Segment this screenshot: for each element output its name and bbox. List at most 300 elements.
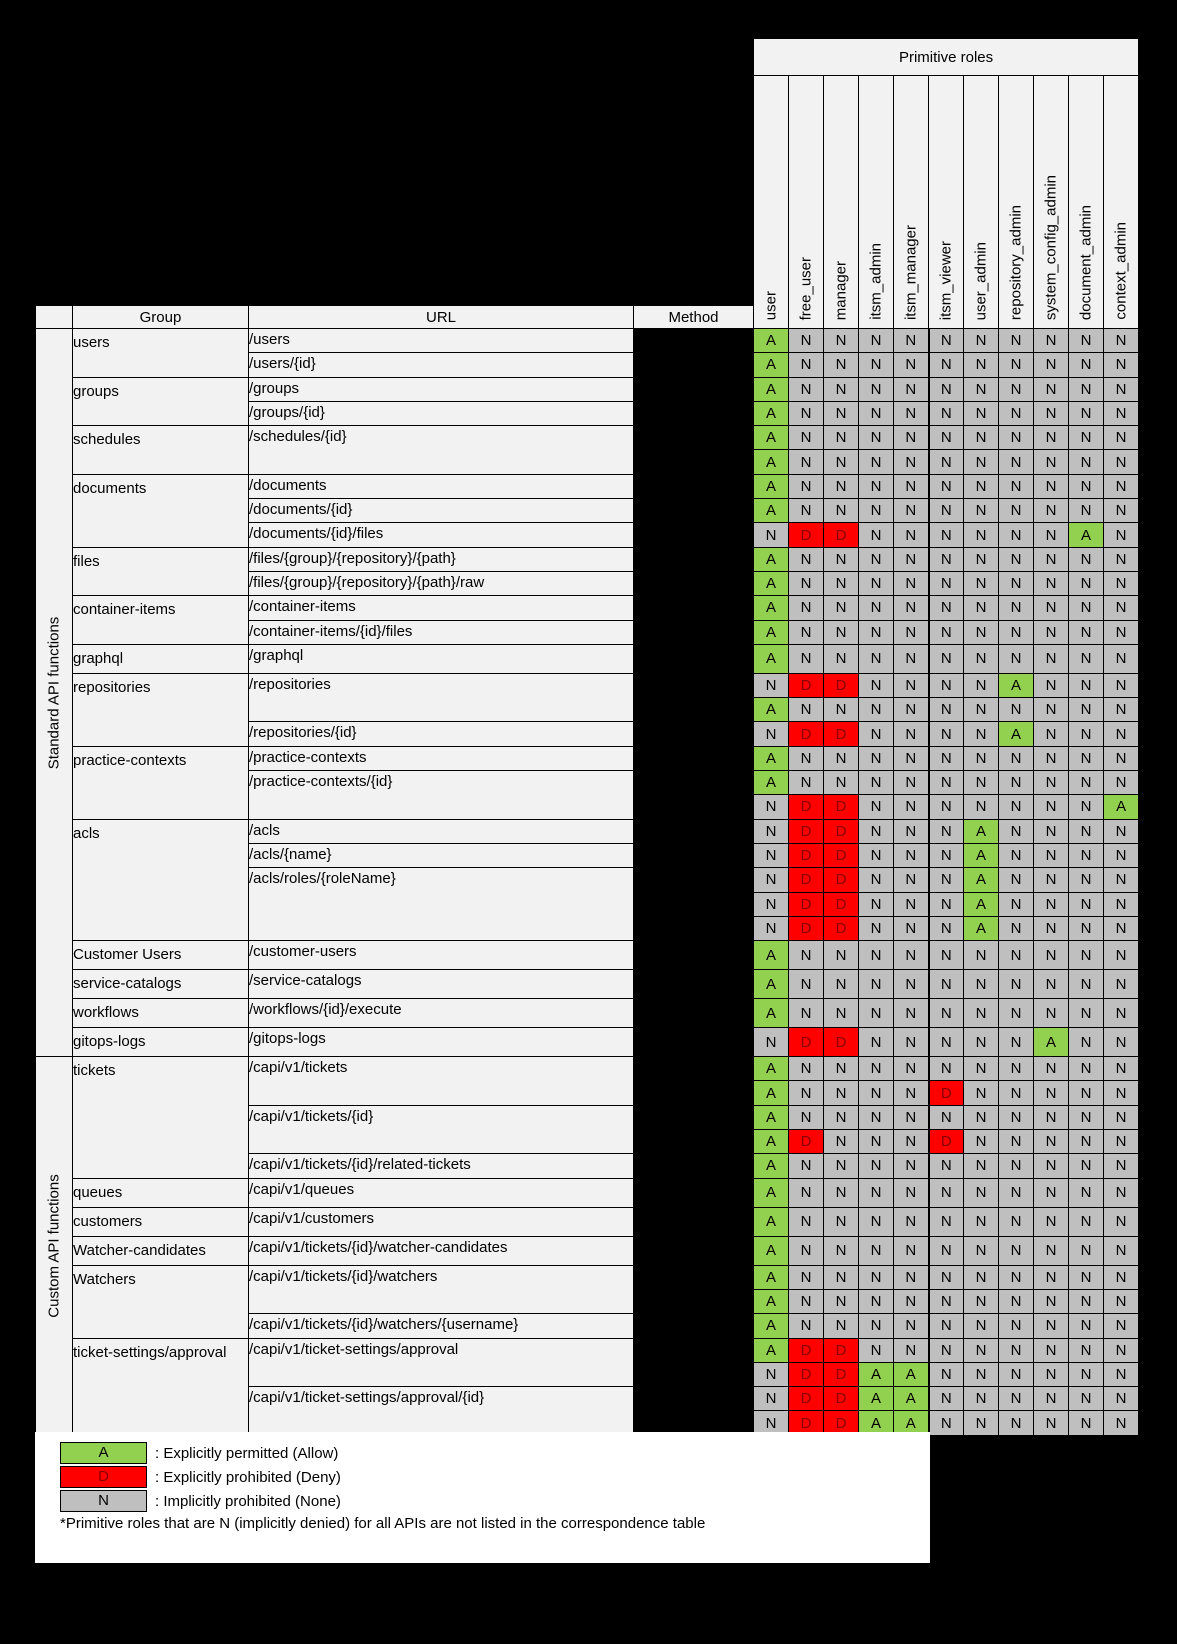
url-cell: /capi/v1/tickets/{id}/watcher-candidates bbox=[249, 1236, 634, 1265]
method-cell bbox=[634, 499, 754, 523]
perm-cell-n: N bbox=[964, 1314, 999, 1338]
url-cell: /acls/roles/{roleName} bbox=[249, 868, 634, 941]
perm-cell-n: N bbox=[964, 746, 999, 770]
perm-cell-n: N bbox=[754, 523, 789, 547]
perm-cell-n: N bbox=[824, 353, 859, 377]
perm-cell-n: N bbox=[1069, 426, 1104, 450]
perm-cell-n: N bbox=[789, 1105, 824, 1129]
perm-cell-n: N bbox=[859, 1057, 894, 1081]
perm-cell-n: N bbox=[964, 571, 999, 595]
perm-cell-n: N bbox=[789, 1057, 824, 1081]
perm-cell-n: N bbox=[859, 795, 894, 819]
perm-cell-n: N bbox=[859, 596, 894, 620]
group-cell: queues bbox=[73, 1178, 249, 1207]
method-cell bbox=[634, 1265, 754, 1289]
perm-cell-d: D bbox=[824, 722, 859, 746]
perm-cell-a: A bbox=[754, 746, 789, 770]
perm-cell-n: N bbox=[999, 1387, 1034, 1411]
perm-cell-n: N bbox=[824, 644, 859, 673]
perm-cell-n: N bbox=[789, 1289, 824, 1313]
perm-cell-n: N bbox=[754, 795, 789, 819]
perm-cell-n: N bbox=[859, 1265, 894, 1289]
perm-cell-n: N bbox=[1104, 722, 1139, 746]
perm-cell-n: N bbox=[964, 644, 999, 673]
section-label bbox=[36, 1057, 73, 1436]
perm-cell-n: N bbox=[1104, 941, 1139, 970]
perm-cell-n: N bbox=[1104, 1265, 1139, 1289]
perm-cell-d: D bbox=[789, 1130, 824, 1154]
perm-cell-n: N bbox=[964, 620, 999, 644]
perm-cell-n: N bbox=[929, 1362, 964, 1386]
perm-cell-a: A bbox=[754, 941, 789, 970]
perm-cell-n: N bbox=[824, 1154, 859, 1178]
perm-cell-n: N bbox=[929, 426, 964, 450]
method-cell bbox=[634, 1105, 754, 1129]
url-cell: /capi/v1/tickets/{id}/watchers bbox=[249, 1265, 634, 1314]
perm-cell-n: N bbox=[999, 329, 1034, 353]
perm-cell-n: N bbox=[1069, 1387, 1104, 1411]
perm-cell-n: N bbox=[859, 1154, 894, 1178]
perm-cell-n: N bbox=[1034, 673, 1069, 697]
perm-cell-n: N bbox=[1069, 450, 1104, 474]
group-cell: gitops-logs bbox=[73, 1028, 249, 1057]
perm-cell-n: N bbox=[1069, 970, 1104, 999]
perm-cell-d: D bbox=[824, 1387, 859, 1411]
perm-cell-a: A bbox=[1069, 523, 1104, 547]
perm-cell-n: N bbox=[859, 1236, 894, 1265]
method-cell bbox=[634, 644, 754, 673]
perm-cell-a: A bbox=[964, 916, 999, 940]
perm-cell-n: N bbox=[999, 698, 1034, 722]
perm-cell-n: N bbox=[1034, 1289, 1069, 1313]
perm-cell-n: N bbox=[894, 1130, 929, 1154]
perm-cell-n: N bbox=[1069, 1289, 1104, 1313]
perm-cell-n: N bbox=[1069, 1207, 1104, 1236]
perm-cell-n: N bbox=[1104, 1207, 1139, 1236]
perm-cell-n: N bbox=[999, 843, 1034, 867]
method-cell bbox=[634, 1362, 754, 1386]
perm-cell-a: A bbox=[754, 698, 789, 722]
perm-cell-n: N bbox=[1034, 999, 1069, 1028]
perm-cell-n: N bbox=[894, 426, 929, 450]
group-column-header: Group bbox=[73, 306, 249, 329]
perm-cell-n: N bbox=[789, 1265, 824, 1289]
perm-cell-n: N bbox=[1034, 450, 1069, 474]
perm-cell-n: N bbox=[789, 941, 824, 970]
perm-cell-n: N bbox=[894, 1236, 929, 1265]
perm-cell-n: N bbox=[1104, 916, 1139, 940]
legend-item-deny bbox=[60, 1465, 930, 1489]
perm-cell-n: N bbox=[1104, 673, 1139, 697]
perm-cell-n: N bbox=[1104, 843, 1139, 867]
perm-cell-n: N bbox=[859, 1081, 894, 1105]
perm-cell-n: N bbox=[894, 644, 929, 673]
perm-cell-d: D bbox=[824, 795, 859, 819]
method-cell bbox=[634, 970, 754, 999]
perm-cell-n: N bbox=[964, 1236, 999, 1265]
method-cell bbox=[634, 596, 754, 620]
perm-cell-n: N bbox=[1069, 941, 1104, 970]
permission-matrix-table bbox=[35, 38, 1139, 1436]
perm-cell-d: D bbox=[789, 843, 824, 867]
perm-cell-n: N bbox=[894, 474, 929, 498]
perm-cell-n: N bbox=[859, 916, 894, 940]
perm-cell-n: N bbox=[929, 523, 964, 547]
perm-cell-a: A bbox=[754, 970, 789, 999]
perm-cell-n: N bbox=[1034, 1265, 1069, 1289]
perm-cell-n: N bbox=[929, 1028, 964, 1057]
matrix-row bbox=[36, 1028, 1139, 1057]
group-cell: schedules bbox=[73, 426, 249, 475]
perm-cell-n: N bbox=[1069, 892, 1104, 916]
method-cell bbox=[634, 377, 754, 401]
perm-cell-n: N bbox=[894, 746, 929, 770]
method-cell bbox=[634, 426, 754, 450]
role-header-system_config_admin bbox=[1034, 76, 1069, 329]
perm-cell-n: N bbox=[789, 377, 824, 401]
perm-cell-n: N bbox=[964, 970, 999, 999]
perm-cell-n: N bbox=[789, 547, 824, 571]
perm-cell-n: N bbox=[929, 771, 964, 795]
matrix-row bbox=[36, 1265, 1139, 1289]
legend-label-none: : Implicitly prohibited (None) bbox=[155, 1492, 341, 1510]
perm-cell-n: N bbox=[929, 698, 964, 722]
perm-cell-n: N bbox=[1069, 1314, 1104, 1338]
group-cell: groups bbox=[73, 377, 249, 426]
url-cell: /documents/{id}/files bbox=[249, 523, 634, 547]
perm-cell-n: N bbox=[1069, 644, 1104, 673]
perm-cell-n: N bbox=[929, 547, 964, 571]
perm-cell-n: N bbox=[1069, 722, 1104, 746]
perm-cell-n: N bbox=[824, 1289, 859, 1313]
group-cell: practice-contexts bbox=[73, 746, 249, 819]
method-cell bbox=[634, 1207, 754, 1236]
perm-cell-n: N bbox=[1104, 329, 1139, 353]
perm-cell-n: N bbox=[789, 474, 824, 498]
perm-cell-n: N bbox=[754, 673, 789, 697]
matrix-row bbox=[36, 377, 1139, 401]
perm-cell-d: D bbox=[824, 1411, 859, 1435]
perm-cell-n: N bbox=[1104, 698, 1139, 722]
perm-cell-n: N bbox=[1069, 698, 1104, 722]
perm-cell-a: A bbox=[859, 1411, 894, 1435]
perm-cell-n: N bbox=[824, 1057, 859, 1081]
perm-cell-n: N bbox=[824, 329, 859, 353]
perm-cell-n: N bbox=[894, 970, 929, 999]
perm-cell-a: A bbox=[754, 1265, 789, 1289]
perm-cell-a: A bbox=[754, 1338, 789, 1362]
perm-cell-n: N bbox=[1069, 401, 1104, 425]
perm-cell-n: N bbox=[789, 698, 824, 722]
perm-cell-a: A bbox=[754, 571, 789, 595]
perm-cell-n: N bbox=[964, 499, 999, 523]
perm-cell-a: A bbox=[754, 1236, 789, 1265]
perm-cell-a: A bbox=[754, 474, 789, 498]
perm-cell-n: N bbox=[859, 620, 894, 644]
perm-cell-n: N bbox=[1104, 401, 1139, 425]
perm-cell-n: N bbox=[859, 426, 894, 450]
perm-cell-n: N bbox=[999, 999, 1034, 1028]
matrix-row bbox=[36, 329, 1139, 353]
perm-cell-n: N bbox=[894, 795, 929, 819]
legend-note: *Primitive roles that are N (implicitly denied) for all APIs are not listed in the correspondence table bbox=[60, 1515, 706, 1532]
perm-cell-n: N bbox=[999, 401, 1034, 425]
top-left-spacer bbox=[36, 39, 754, 76]
url-cell: /repositories/{id} bbox=[249, 722, 634, 746]
url-cell: /schedules/{id} bbox=[249, 426, 634, 475]
perm-cell-n: N bbox=[859, 673, 894, 697]
matrix-row bbox=[36, 1338, 1139, 1362]
perm-cell-n: N bbox=[999, 1130, 1034, 1154]
perm-cell-n: N bbox=[964, 353, 999, 377]
perm-cell-n: N bbox=[999, 1081, 1034, 1105]
method-cell bbox=[634, 474, 754, 498]
role-header-label: itsm_manager bbox=[902, 224, 920, 320]
perm-cell-n: N bbox=[999, 377, 1034, 401]
perm-cell-d: D bbox=[789, 673, 824, 697]
matrix-row bbox=[36, 819, 1139, 843]
perm-cell-n: N bbox=[1069, 673, 1104, 697]
perm-cell-n: N bbox=[929, 1154, 964, 1178]
perm-cell-n: N bbox=[1034, 1154, 1069, 1178]
perm-cell-n: N bbox=[789, 1178, 824, 1207]
perm-cell-n: N bbox=[894, 353, 929, 377]
perm-cell-n: N bbox=[859, 746, 894, 770]
perm-cell-d: D bbox=[789, 523, 824, 547]
perm-cell-n: N bbox=[789, 401, 824, 425]
perm-cell-a: A bbox=[964, 892, 999, 916]
perm-cell-a: A bbox=[1104, 795, 1139, 819]
perm-cell-n: N bbox=[824, 401, 859, 425]
perm-cell-a: A bbox=[754, 353, 789, 377]
perm-cell-n: N bbox=[999, 1028, 1034, 1057]
method-cell bbox=[634, 353, 754, 377]
url-cell: /capi/v1/tickets/{id} bbox=[249, 1105, 634, 1154]
perm-cell-n: N bbox=[964, 1411, 999, 1435]
perm-cell-a: A bbox=[964, 819, 999, 843]
perm-cell-n: N bbox=[999, 1057, 1034, 1081]
perm-cell-n: N bbox=[999, 771, 1034, 795]
perm-cell-n: N bbox=[859, 474, 894, 498]
perm-cell-a: A bbox=[754, 401, 789, 425]
url-cell: /users bbox=[249, 329, 634, 353]
perm-cell-n: N bbox=[929, 377, 964, 401]
legend-item-none bbox=[60, 1489, 930, 1513]
role-header-repository_admin bbox=[999, 76, 1034, 329]
group-cell: Watchers bbox=[73, 1265, 249, 1338]
perm-cell-n: N bbox=[859, 868, 894, 892]
group-cell: users bbox=[73, 329, 249, 378]
perm-cell-n: N bbox=[859, 1289, 894, 1313]
perm-cell-n: N bbox=[894, 547, 929, 571]
url-cell: /practice-contexts bbox=[249, 746, 634, 770]
perm-cell-n: N bbox=[1104, 1411, 1139, 1435]
perm-cell-n: N bbox=[1034, 1057, 1069, 1081]
method-cell bbox=[634, 523, 754, 547]
perm-cell-n: N bbox=[1104, 547, 1139, 571]
group-cell: tickets bbox=[73, 1057, 249, 1178]
perm-cell-n: N bbox=[999, 353, 1034, 377]
perm-cell-n: N bbox=[789, 1314, 824, 1338]
perm-cell-n: N bbox=[964, 401, 999, 425]
perm-cell-n: N bbox=[964, 1105, 999, 1129]
perm-cell-n: N bbox=[964, 1178, 999, 1207]
role-header-document_admin bbox=[1069, 76, 1104, 329]
perm-cell-n: N bbox=[789, 1236, 824, 1265]
perm-cell-n: N bbox=[964, 1362, 999, 1386]
perm-cell-n: N bbox=[1069, 1338, 1104, 1362]
perm-cell-n: N bbox=[999, 819, 1034, 843]
perm-cell-n: N bbox=[754, 916, 789, 940]
perm-cell-n: N bbox=[789, 426, 824, 450]
perm-cell-n: N bbox=[1104, 868, 1139, 892]
perm-cell-n: N bbox=[1034, 596, 1069, 620]
url-cell: /groups bbox=[249, 377, 634, 401]
perm-cell-n: N bbox=[894, 722, 929, 746]
role-header-free_user bbox=[789, 76, 824, 329]
perm-cell-a: A bbox=[754, 999, 789, 1028]
perm-cell-n: N bbox=[824, 1105, 859, 1129]
perm-cell-n: N bbox=[1104, 999, 1139, 1028]
perm-cell-n: N bbox=[1034, 620, 1069, 644]
perm-cell-n: N bbox=[999, 474, 1034, 498]
perm-cell-n: N bbox=[859, 1207, 894, 1236]
perm-cell-n: N bbox=[789, 1154, 824, 1178]
method-cell bbox=[634, 722, 754, 746]
perm-cell-n: N bbox=[859, 771, 894, 795]
url-cell: /repositories bbox=[249, 673, 634, 722]
perm-cell-n: N bbox=[999, 1338, 1034, 1362]
perm-cell-a: A bbox=[964, 868, 999, 892]
perm-cell-n: N bbox=[894, 892, 929, 916]
perm-cell-n: N bbox=[1034, 1130, 1069, 1154]
perm-cell-n: N bbox=[999, 644, 1034, 673]
method-cell bbox=[634, 450, 754, 474]
perm-cell-n: N bbox=[859, 377, 894, 401]
perm-cell-n: N bbox=[1069, 999, 1104, 1028]
perm-cell-n: N bbox=[964, 795, 999, 819]
legend-label-deny: : Explicitly prohibited (Deny) bbox=[155, 1468, 341, 1486]
method-cell bbox=[634, 571, 754, 595]
perm-cell-n: N bbox=[1069, 596, 1104, 620]
perm-cell-n: N bbox=[1034, 474, 1069, 498]
perm-cell-n: N bbox=[1104, 1028, 1139, 1057]
section-label-text: Standard API functions bbox=[45, 616, 63, 769]
url-cell: /gitops-logs bbox=[249, 1028, 634, 1057]
perm-cell-n: N bbox=[1034, 722, 1069, 746]
perm-cell-n: N bbox=[1069, 1105, 1104, 1129]
perm-cell-n: N bbox=[1069, 353, 1104, 377]
perm-cell-n: N bbox=[1104, 596, 1139, 620]
perm-cell-n: N bbox=[1034, 329, 1069, 353]
url-cell: /capi/v1/queues bbox=[249, 1178, 634, 1207]
perm-cell-n: N bbox=[929, 819, 964, 843]
url-cell: /customer-users bbox=[249, 941, 634, 970]
perm-cell-n: N bbox=[894, 620, 929, 644]
section-label bbox=[36, 329, 73, 1057]
perm-cell-n: N bbox=[824, 474, 859, 498]
role-header-context_admin bbox=[1104, 76, 1139, 329]
perm-cell-a: A bbox=[859, 1362, 894, 1386]
perm-cell-n: N bbox=[824, 698, 859, 722]
perm-cell-n: N bbox=[929, 1289, 964, 1313]
legend-swatch-none: N bbox=[60, 1490, 147, 1512]
role-header-label: user_admin bbox=[972, 241, 990, 320]
perm-cell-n: N bbox=[859, 1130, 894, 1154]
url-cell: /documents bbox=[249, 474, 634, 498]
perm-cell-n: N bbox=[929, 401, 964, 425]
perm-cell-n: N bbox=[1034, 698, 1069, 722]
perm-cell-a: A bbox=[894, 1362, 929, 1386]
perm-cell-n: N bbox=[824, 1236, 859, 1265]
url-cell: /graphql bbox=[249, 644, 634, 673]
perm-cell-n: N bbox=[929, 571, 964, 595]
perm-cell-n: N bbox=[1034, 916, 1069, 940]
perm-cell-a: A bbox=[894, 1411, 929, 1435]
perm-cell-n: N bbox=[859, 1105, 894, 1129]
perm-cell-n: N bbox=[999, 1105, 1034, 1129]
perm-cell-a: A bbox=[754, 426, 789, 450]
perm-cell-n: N bbox=[894, 329, 929, 353]
method-cell bbox=[634, 620, 754, 644]
perm-cell-n: N bbox=[1034, 401, 1069, 425]
perm-cell-n: N bbox=[894, 596, 929, 620]
method-cell bbox=[634, 795, 754, 819]
perm-cell-n: N bbox=[1069, 1411, 1104, 1435]
group-cell: ticket-settings/approval bbox=[73, 1338, 249, 1435]
url-cell: /capi/v1/tickets/{id}/related-tickets bbox=[249, 1154, 634, 1178]
perm-cell-n: N bbox=[754, 1362, 789, 1386]
role-header-itsm_viewer bbox=[929, 76, 964, 329]
perm-cell-n: N bbox=[929, 892, 964, 916]
perm-cell-n: N bbox=[999, 941, 1034, 970]
method-cell bbox=[634, 1028, 754, 1057]
perm-cell-n: N bbox=[1104, 892, 1139, 916]
perm-cell-n: N bbox=[964, 999, 999, 1028]
perm-cell-n: N bbox=[894, 401, 929, 425]
role-header-manager bbox=[824, 76, 859, 329]
perm-cell-n: N bbox=[894, 673, 929, 697]
perm-cell-d: D bbox=[789, 1387, 824, 1411]
perm-cell-d: D bbox=[789, 819, 824, 843]
group-cell: container-items bbox=[73, 596, 249, 645]
perm-cell-d: D bbox=[789, 795, 824, 819]
perm-cell-n: N bbox=[859, 892, 894, 916]
perm-cell-n: N bbox=[929, 1057, 964, 1081]
role-header-label: itsm_admin bbox=[867, 243, 885, 320]
url-cell: /workflows/{id}/execute bbox=[249, 999, 634, 1028]
role-header-label: system_config_admin bbox=[1042, 174, 1060, 320]
perm-cell-n: N bbox=[1104, 970, 1139, 999]
url-cell: /groups/{id} bbox=[249, 401, 634, 425]
role-header-user bbox=[754, 76, 789, 329]
perm-cell-n: N bbox=[999, 450, 1034, 474]
role-row-spacer bbox=[36, 76, 754, 306]
perm-cell-n: N bbox=[859, 698, 894, 722]
method-cell bbox=[634, 1387, 754, 1411]
perm-cell-n: N bbox=[1069, 771, 1104, 795]
perm-cell-n: N bbox=[964, 698, 999, 722]
perm-cell-n: N bbox=[824, 596, 859, 620]
perm-cell-n: N bbox=[894, 571, 929, 595]
perm-cell-n: N bbox=[859, 1338, 894, 1362]
perm-cell-n: N bbox=[824, 571, 859, 595]
perm-cell-n: N bbox=[999, 892, 1034, 916]
perm-cell-n: N bbox=[929, 450, 964, 474]
perm-cell-n: N bbox=[964, 1289, 999, 1313]
perm-cell-a: A bbox=[754, 596, 789, 620]
perm-cell-n: N bbox=[1104, 620, 1139, 644]
